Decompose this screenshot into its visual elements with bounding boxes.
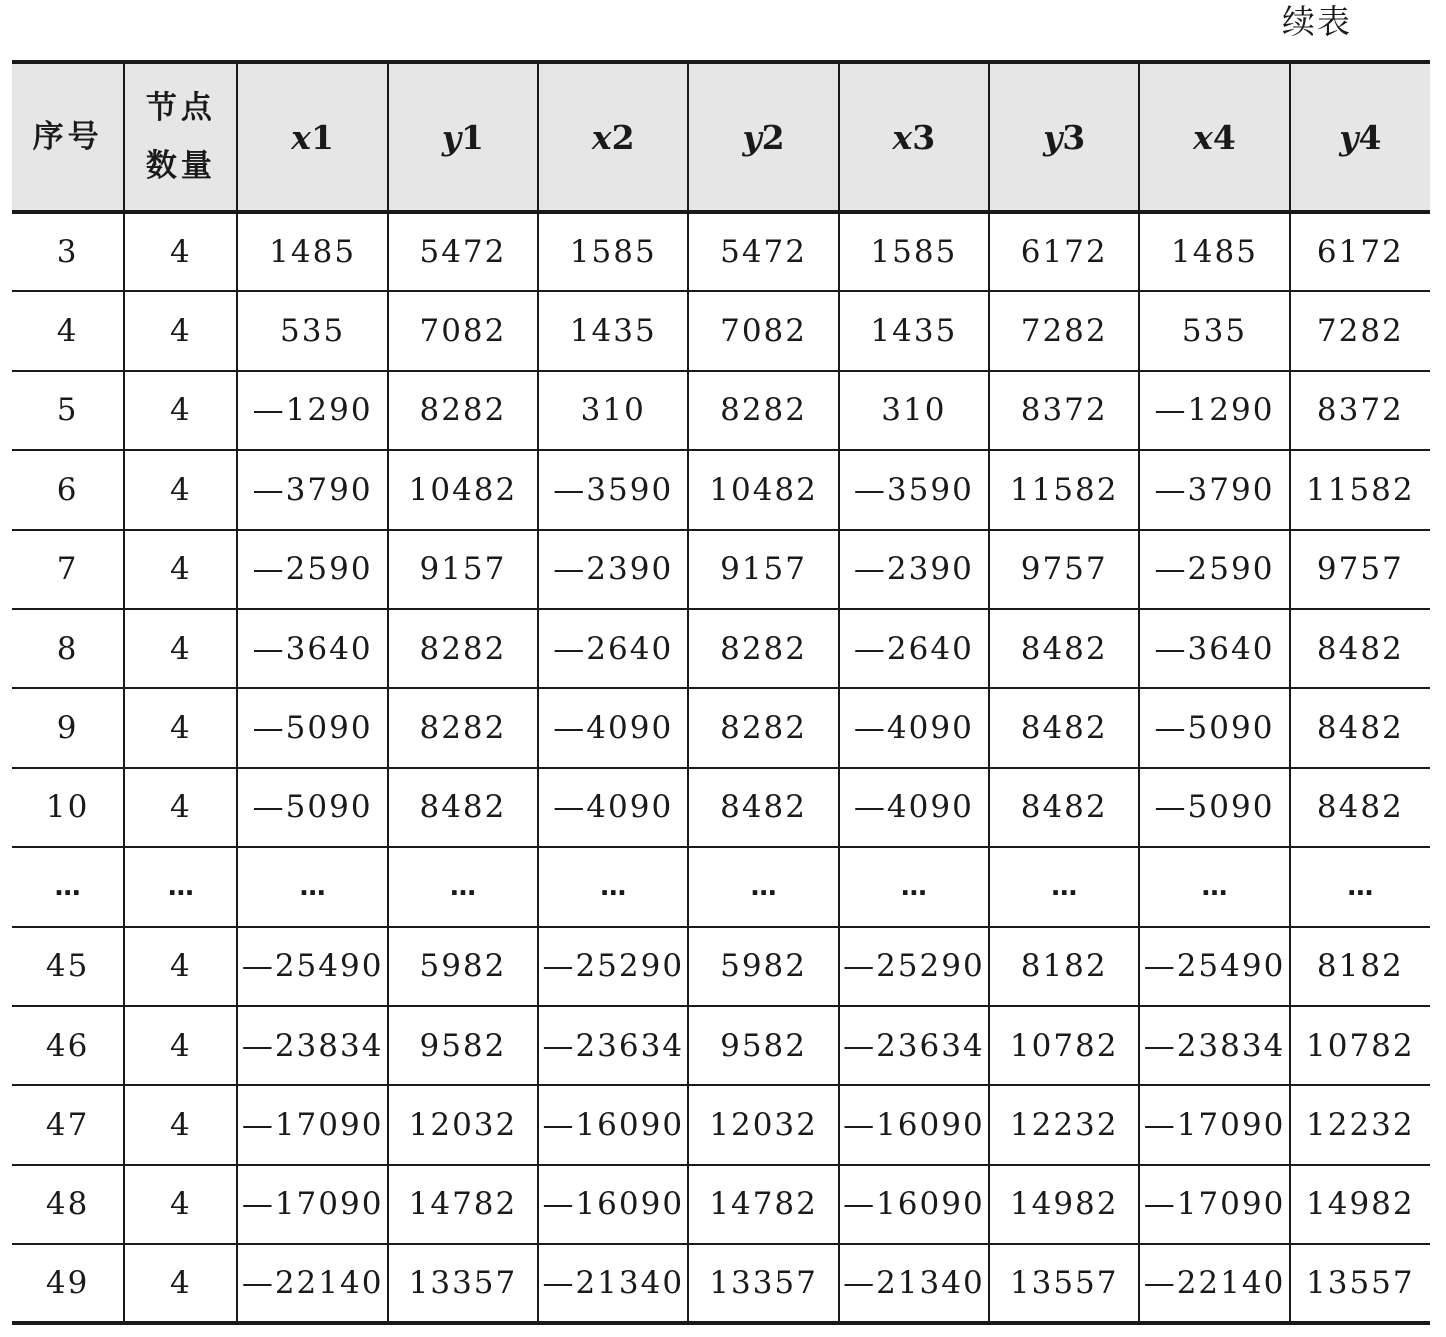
header-node-count-line1: 节点 — [145, 90, 216, 126]
table-row — [12, 371, 1430, 450]
cell-y2: 7082 — [688, 291, 838, 370]
cell-y2: … — [688, 847, 838, 926]
cell-x2: —4090 — [538, 688, 688, 767]
cell-x1: … — [237, 847, 387, 926]
cell-seq: 9 — [12, 688, 124, 767]
cell-y4: 8482 — [1290, 768, 1430, 847]
cell-x1: —3640 — [237, 609, 387, 688]
cell-node-count: 4 — [124, 1006, 237, 1085]
cell-x2: —21340 — [538, 1244, 688, 1323]
cell-y3: 8482 — [989, 609, 1139, 688]
cell-y4: 8372 — [1290, 371, 1430, 450]
table-row — [12, 291, 1430, 370]
header-x3 — [839, 62, 989, 212]
cell-x3: —4090 — [839, 688, 989, 767]
cell-y2: 14782 — [688, 1165, 838, 1244]
table-row — [12, 450, 1430, 529]
cell-node-count: 4 — [124, 609, 237, 688]
cell-x3: 1585 — [839, 212, 989, 291]
header-var-index: 1 — [310, 117, 334, 157]
cell-x2: —23634 — [538, 1006, 688, 1085]
cell-x1: —17090 — [237, 1085, 387, 1164]
cell-y1: 8282 — [388, 688, 538, 767]
cell-x1: —25490 — [237, 927, 387, 1006]
cell-seq: 47 — [12, 1085, 124, 1164]
cell-y3: 10782 — [989, 1006, 1139, 1085]
table-row — [12, 212, 1430, 291]
cell-seq: … — [12, 847, 124, 926]
cell-y1: 7082 — [388, 291, 538, 370]
cell-y1: … — [388, 847, 538, 926]
cell-x3: 1435 — [839, 291, 989, 370]
coordinates-table — [12, 60, 1430, 1325]
cell-x2: —16090 — [538, 1085, 688, 1164]
cell-y1: 9157 — [388, 530, 538, 609]
cell-x3: —16090 — [839, 1085, 989, 1164]
cell-x4: —3640 — [1139, 609, 1289, 688]
cell-x2: —4090 — [538, 768, 688, 847]
cell-x4: 535 — [1139, 291, 1289, 370]
cell-node-count: 4 — [124, 1165, 237, 1244]
cell-x2: —2390 — [538, 530, 688, 609]
cell-x4: —5090 — [1139, 688, 1289, 767]
cell-seq: 5 — [12, 371, 124, 450]
cell-seq: 10 — [12, 768, 124, 847]
table-body — [12, 212, 1430, 1323]
cell-node-count: 4 — [124, 371, 237, 450]
cell-y1: 8282 — [388, 371, 538, 450]
cell-x3: —23634 — [839, 1006, 989, 1085]
header-x1 — [237, 62, 387, 212]
cell-seq: 7 — [12, 530, 124, 609]
cell-y4: 7282 — [1290, 291, 1430, 370]
cell-y3: 14982 — [989, 1165, 1139, 1244]
header-var-letter: x — [591, 117, 612, 157]
cell-y1: 14782 — [388, 1165, 538, 1244]
cell-y3: 8482 — [989, 768, 1139, 847]
header-row — [12, 62, 1430, 212]
cell-seq: 49 — [12, 1244, 124, 1323]
header-var-index: 4 — [1212, 117, 1236, 157]
cell-y1: 5982 — [388, 927, 538, 1006]
cell-y4: 10782 — [1290, 1006, 1430, 1085]
cell-x4: —2590 — [1139, 530, 1289, 609]
cell-seq: 46 — [12, 1006, 124, 1085]
cell-y4: 9757 — [1290, 530, 1430, 609]
cell-x3: —25290 — [839, 927, 989, 1006]
cell-y1: 13357 — [388, 1244, 538, 1323]
cell-y1: 10482 — [388, 450, 538, 529]
table-row — [12, 768, 1430, 847]
cell-node-count: 4 — [124, 768, 237, 847]
table-row — [12, 927, 1430, 1006]
header-y2 — [688, 62, 838, 212]
cell-x1: —22140 — [237, 1244, 387, 1323]
cell-y2: 5472 — [688, 212, 838, 291]
cell-x2: … — [538, 847, 688, 926]
cell-x4: —23834 — [1139, 1006, 1289, 1085]
header-var-letter: y — [742, 117, 762, 157]
cell-y2: 9157 — [688, 530, 838, 609]
cell-x2: —2640 — [538, 609, 688, 688]
cell-x2: —16090 — [538, 1165, 688, 1244]
cell-y3: 6172 — [989, 212, 1139, 291]
header-x4 — [1139, 62, 1289, 212]
cell-y4: 11582 — [1290, 450, 1430, 529]
cell-y3: 12232 — [989, 1085, 1139, 1164]
cell-x1: —17090 — [237, 1165, 387, 1244]
cell-x3: —21340 — [839, 1244, 989, 1323]
cell-node-count: 4 — [124, 450, 237, 529]
cell-x4: —25490 — [1139, 927, 1289, 1006]
cell-x3: —16090 — [839, 1165, 989, 1244]
cell-node-count: 4 — [124, 530, 237, 609]
cell-y2: 8282 — [688, 609, 838, 688]
cell-seq: 3 — [12, 212, 124, 291]
cell-node-count: 4 — [124, 688, 237, 767]
table-row — [12, 847, 1430, 926]
cell-seq: 4 — [12, 291, 124, 370]
cell-y3: … — [989, 847, 1139, 926]
cell-x4: —17090 — [1139, 1165, 1289, 1244]
cell-y4: … — [1290, 847, 1430, 926]
cell-node-count: 4 — [124, 291, 237, 370]
cell-x1: —5090 — [237, 688, 387, 767]
header-y3 — [989, 62, 1139, 212]
cell-y2: 5982 — [688, 927, 838, 1006]
cell-x4: —22140 — [1139, 1244, 1289, 1323]
cell-x4: … — [1139, 847, 1289, 926]
cell-x2: 1435 — [538, 291, 688, 370]
cell-x1: 1485 — [237, 212, 387, 291]
table-row — [12, 688, 1430, 767]
cell-y2: 8482 — [688, 768, 838, 847]
cell-x2: 310 — [538, 371, 688, 450]
cell-y3: 9757 — [989, 530, 1139, 609]
cell-seq: 8 — [12, 609, 124, 688]
table-row — [12, 1006, 1430, 1085]
cell-x1: —1290 — [237, 371, 387, 450]
header-var-letter: x — [1193, 117, 1213, 157]
cell-x3: —2390 — [839, 530, 989, 609]
cell-node-count: 4 — [124, 1085, 237, 1164]
cell-y3: 8482 — [989, 688, 1139, 767]
cell-x3: —3590 — [839, 450, 989, 529]
header-var-index: 1 — [461, 117, 485, 157]
cell-y4: 8182 — [1290, 927, 1430, 1006]
header-var-index: 2 — [761, 117, 785, 157]
cell-y3: 7282 — [989, 291, 1139, 370]
cell-y4: 8482 — [1290, 609, 1430, 688]
cell-y1: 8482 — [388, 768, 538, 847]
table-row — [12, 1085, 1430, 1164]
cell-y1: 5472 — [388, 212, 538, 291]
cell-y3: 13557 — [989, 1244, 1139, 1323]
cell-y4: 14982 — [1290, 1165, 1430, 1244]
table-row — [12, 1244, 1430, 1323]
cell-seq: 48 — [12, 1165, 124, 1244]
cell-y2: 12032 — [688, 1085, 838, 1164]
header-var-letter: x — [291, 117, 311, 157]
cell-node-count: 4 — [124, 927, 237, 1006]
cell-x1: —3790 — [237, 450, 387, 529]
cell-y4: 13557 — [1290, 1244, 1430, 1323]
header-y1 — [388, 62, 538, 212]
table-row — [12, 1165, 1430, 1244]
header-seq: 序号 — [12, 62, 124, 212]
header-node-count — [124, 62, 237, 212]
header-var-index: 4 — [1358, 117, 1382, 157]
cell-x1: —2590 — [237, 530, 387, 609]
header-node-count-line2: 数量 — [145, 148, 216, 184]
cell-x2: 1585 — [538, 212, 688, 291]
cell-x3: —2640 — [839, 609, 989, 688]
cell-x3: —4090 — [839, 768, 989, 847]
cell-x1: 535 — [237, 291, 387, 370]
cell-x3: … — [839, 847, 989, 926]
cell-node-count: 4 — [124, 1244, 237, 1323]
header-var-letter: y — [441, 117, 462, 157]
cell-x3: 310 — [839, 371, 989, 450]
cell-y2: 8282 — [688, 371, 838, 450]
cell-y3: 8182 — [989, 927, 1139, 1006]
cell-y3: 8372 — [989, 371, 1139, 450]
table-row — [12, 530, 1430, 609]
cell-y3: 11582 — [989, 450, 1139, 529]
cell-y1: 8282 — [388, 609, 538, 688]
cell-x4: —1290 — [1139, 371, 1289, 450]
cell-y4: 12232 — [1290, 1085, 1430, 1164]
cell-seq: 45 — [12, 927, 124, 1006]
cell-y2: 13357 — [688, 1244, 838, 1323]
cell-node-count: … — [124, 847, 237, 926]
header-var-index: 3 — [912, 117, 936, 157]
header-var-letter: y — [1043, 117, 1063, 157]
cell-x1: —23834 — [237, 1006, 387, 1085]
cell-x4: 1485 — [1139, 212, 1289, 291]
header-var-index: 2 — [611, 117, 635, 157]
cell-y4: 8482 — [1290, 688, 1430, 767]
cell-y1: 9582 — [388, 1006, 538, 1085]
header-x2 — [538, 62, 688, 212]
cell-x4: —5090 — [1139, 768, 1289, 847]
cell-x1: —5090 — [237, 768, 387, 847]
cell-y2: 9582 — [688, 1006, 838, 1085]
cell-x2: —3590 — [538, 450, 688, 529]
cell-y2: 8282 — [688, 688, 838, 767]
table-caption: 续表 — [1282, 2, 1352, 41]
header-var-index: 3 — [1062, 117, 1086, 157]
cell-x4: —17090 — [1139, 1085, 1289, 1164]
cell-node-count: 4 — [124, 212, 237, 291]
cell-y1: 12032 — [388, 1085, 538, 1164]
cell-x4: —3790 — [1139, 450, 1289, 529]
header-var-letter: y — [1339, 117, 1359, 157]
cell-x2: —25290 — [538, 927, 688, 1006]
cell-seq: 6 — [12, 450, 124, 529]
header-y4 — [1290, 62, 1430, 212]
cell-y4: 6172 — [1290, 212, 1430, 291]
table-row — [12, 609, 1430, 688]
cell-y2: 10482 — [688, 450, 838, 529]
header-var-letter: x — [892, 117, 913, 157]
